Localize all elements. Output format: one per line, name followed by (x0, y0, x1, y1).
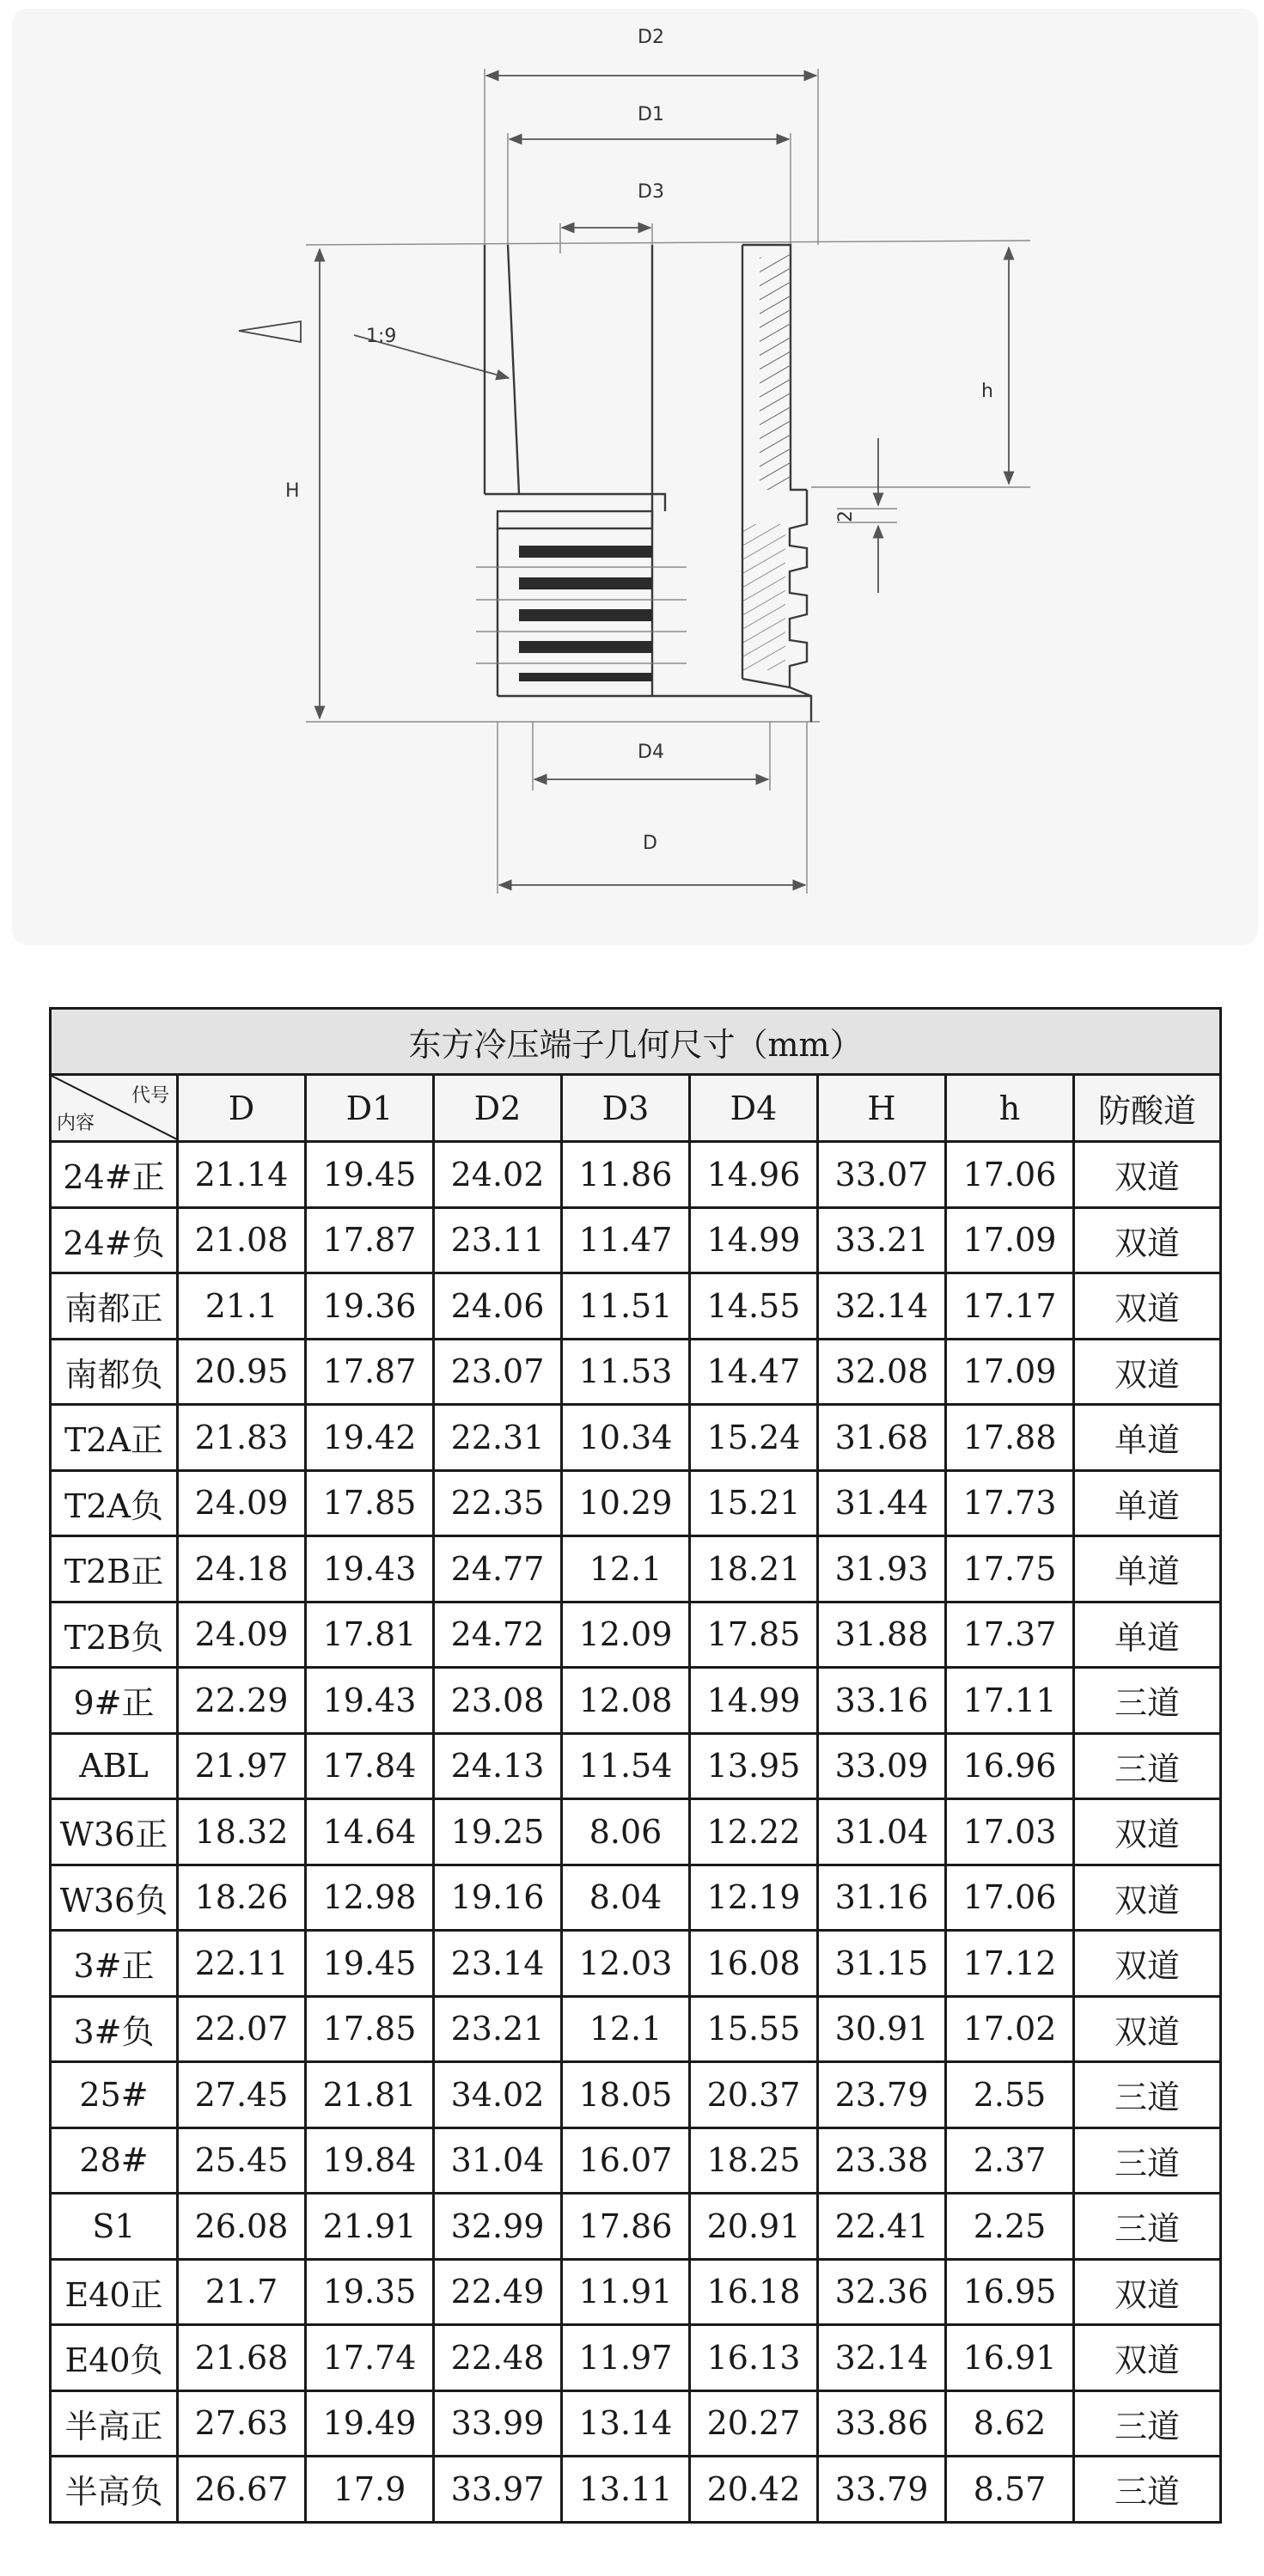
table-cell: 11.97 (562, 2325, 690, 2391)
table-cell: 17.81 (306, 1602, 434, 1668)
table-cell: 17.87 (306, 1339, 434, 1405)
table-cell: 11.51 (562, 1273, 690, 1340)
table-cell: 17.06 (946, 1865, 1074, 1931)
table-cell: 20.27 (690, 2390, 818, 2457)
table-cell: 22.49 (434, 2259, 562, 2325)
taper-symbol-icon (239, 321, 301, 342)
table-row (51, 1536, 1221, 1602)
table-cell: 20.42 (690, 2457, 818, 2523)
table-cell: 22.11 (178, 1931, 306, 1997)
table-cell: 22.35 (434, 1470, 562, 1536)
table-cell: 23.38 (818, 2127, 946, 2194)
table-cell: 12.09 (562, 1602, 690, 1668)
table-cell: 33.09 (818, 1733, 946, 1799)
table-title: 东方冷压端子几何尺寸（mm） (51, 1009, 1221, 1075)
table-cell: 27.45 (178, 2062, 306, 2128)
table-cell: 24.02 (434, 1142, 562, 1208)
table-cell: 2.37 (946, 2127, 1074, 2194)
table-cell: 10.29 (562, 1470, 690, 1536)
table-cell: 19.45 (306, 1142, 434, 1208)
table-cell: 17.85 (306, 1470, 434, 1536)
column-header: 防酸道 (1074, 1075, 1221, 1142)
table-row (51, 2457, 1221, 2523)
table-cell: 14.55 (690, 1273, 818, 1340)
table-cell: 17.85 (690, 1602, 818, 1668)
table-row (51, 1865, 1221, 1931)
table-cell: 8.57 (946, 2457, 1074, 2523)
table-cell: 17.11 (946, 1668, 1074, 1734)
table-cell: 双道 (1074, 1799, 1221, 1865)
table-row (51, 2390, 1221, 2457)
table-cell: 22.29 (178, 1668, 306, 1734)
table-cell: 18.21 (690, 1536, 818, 1602)
table-cell: 26.67 (178, 2457, 306, 2523)
table-cell: 14.47 (690, 1339, 818, 1405)
table-cell: 26.08 (178, 2194, 306, 2260)
table-cell: 21.68 (178, 2325, 306, 2391)
extension-lines (306, 69, 1030, 894)
table-cell: 17.09 (946, 1339, 1074, 1405)
table-row (51, 1405, 1221, 1471)
table-row (51, 1602, 1221, 1668)
table-cell: 20.37 (690, 2062, 818, 2128)
row-label: ABL (51, 1733, 178, 1799)
table-cell: 17.73 (946, 1470, 1074, 1536)
table-cell: 16.07 (562, 2127, 690, 2194)
table-cell: 31.88 (818, 1602, 946, 1668)
acid-proof-rings (519, 546, 652, 681)
column-header: D1 (306, 1075, 434, 1142)
terminal-cross-section-drawing (12, 9, 1258, 945)
label-h-big: H (285, 480, 300, 502)
table-cell: 24.72 (434, 1602, 562, 1668)
row-label: 28# (51, 2127, 178, 2194)
table-cell: 24.77 (434, 1536, 562, 1602)
table-row (51, 1142, 1221, 1208)
table-cell: 19.43 (306, 1536, 434, 1602)
table-cell: 19.45 (306, 1931, 434, 1997)
table-cell: 16.18 (690, 2259, 818, 2325)
table-cell: 三道 (1074, 1668, 1221, 1734)
label-step: 2 (835, 510, 857, 522)
table-cell: 33.16 (818, 1668, 946, 1734)
table-cell: 18.05 (562, 2062, 690, 2128)
table-body (51, 1142, 1221, 2523)
table-cell: 21.81 (306, 2062, 434, 2128)
table-cell: 16.08 (690, 1931, 818, 1997)
table-cell: 16.91 (946, 2325, 1074, 2391)
table-cell: 17.09 (946, 1207, 1074, 1273)
dimension-lines (320, 76, 1009, 885)
table-cell: 16.13 (690, 2325, 818, 2391)
table-cell: 21.7 (178, 2259, 306, 2325)
table-cell: 20.91 (690, 2194, 818, 2260)
header-row (51, 1075, 1221, 1142)
row-label: S1 (51, 2194, 178, 2260)
table-cell: 19.49 (306, 2390, 434, 2457)
table-cell: 12.08 (562, 1668, 690, 1734)
corner-header-cell (51, 1075, 178, 1142)
table-cell: 31.15 (818, 1931, 946, 1997)
table-row (51, 2127, 1221, 2194)
table-cell: 32.36 (818, 2259, 946, 2325)
table-cell: 22.07 (178, 1996, 306, 2062)
table-cell: 23.14 (434, 1931, 562, 1997)
table-cell: 17.75 (946, 1536, 1074, 1602)
table-cell: 31.16 (818, 1865, 946, 1931)
table-cell: 11.53 (562, 1339, 690, 1405)
table-cell: 23.79 (818, 2062, 946, 2128)
table-cell: 2.25 (946, 2194, 1074, 2260)
label-taper: 1:9 (366, 326, 397, 347)
table-cell: 23.11 (434, 1207, 562, 1273)
table-cell: 23.08 (434, 1668, 562, 1734)
row-label: W36正 (51, 1799, 178, 1865)
table-cell: 15.21 (690, 1470, 818, 1536)
table-cell: 31.44 (818, 1470, 946, 1536)
table-cell: 12.1 (562, 1996, 690, 2062)
table-cell: 19.84 (306, 2127, 434, 2194)
table-cell: 14.96 (690, 1142, 818, 1208)
table-row (51, 1931, 1221, 1997)
table-row (51, 1799, 1221, 1865)
row-label: 24#正 (51, 1142, 178, 1208)
table-cell: 14.99 (690, 1207, 818, 1273)
table-cell: 单道 (1074, 1602, 1221, 1668)
table-cell: 23.07 (434, 1339, 562, 1405)
table-cell: 10.34 (562, 1405, 690, 1471)
label-d4: D4 (638, 742, 664, 763)
column-header: D3 (562, 1075, 690, 1142)
table-row (51, 1733, 1221, 1799)
table-row (51, 2062, 1221, 2128)
table-cell: 34.02 (434, 2062, 562, 2128)
table-cell: 21.08 (178, 1207, 306, 1273)
row-label: T2A正 (51, 1405, 178, 1471)
table-cell: 11.91 (562, 2259, 690, 2325)
table-cell: 双道 (1074, 1273, 1221, 1340)
table-row (51, 2194, 1221, 2260)
table-cell: 双道 (1074, 1142, 1221, 1208)
label-d: D (643, 833, 657, 854)
row-label: T2B正 (51, 1536, 178, 1602)
table-cell: 18.32 (178, 1799, 306, 1865)
table-cell: 32.08 (818, 1339, 946, 1405)
row-label: 9#正 (51, 1668, 178, 1734)
label-d3: D3 (638, 181, 664, 203)
table-cell: 单道 (1074, 1536, 1221, 1602)
table-cell: 21.1 (178, 1273, 306, 1340)
row-label: 3#负 (51, 1996, 178, 2062)
table-cell: 11.47 (562, 1207, 690, 1273)
table-cell: 33.07 (818, 1142, 946, 1208)
table-cell: 13.11 (562, 2457, 690, 2523)
label-h-small: h (981, 381, 993, 402)
label-d1: D1 (638, 104, 664, 125)
table-cell: 31.04 (434, 2127, 562, 2194)
table-cell: 11.54 (562, 1733, 690, 1799)
table-cell: 19.42 (306, 1405, 434, 1471)
column-header: h (946, 1075, 1074, 1142)
table-cell: 17.87 (306, 1207, 434, 1273)
table-cell: 单道 (1074, 1470, 1221, 1536)
table-cell: 16.96 (946, 1733, 1074, 1799)
table-cell: 32.14 (818, 1273, 946, 1340)
table-cell: 21.91 (306, 2194, 434, 2260)
wall-hatching (760, 249, 791, 490)
table-cell: 17.86 (562, 2194, 690, 2260)
table-cell: 17.03 (946, 1799, 1074, 1865)
column-header: D2 (434, 1075, 562, 1142)
table-cell: 14.64 (306, 1799, 434, 1865)
table-cell: 32.14 (818, 2325, 946, 2391)
table-cell: 24.18 (178, 1536, 306, 1602)
table-cell: 17.84 (306, 1733, 434, 1799)
table-row (51, 2259, 1221, 2325)
table-cell: 三道 (1074, 2127, 1221, 2194)
row-label: 3#正 (51, 1931, 178, 1997)
table-row (51, 1996, 1221, 2062)
table-cell: 17.37 (946, 1602, 1074, 1668)
table-cell: 24.09 (178, 1602, 306, 1668)
table-cell: 8.06 (562, 1799, 690, 1865)
table-cell: 22.48 (434, 2325, 562, 2391)
table-cell: 三道 (1074, 2457, 1221, 2523)
table-cell: 12.22 (690, 1799, 818, 1865)
table-cell: 24.13 (434, 1733, 562, 1799)
table-cell: 19.25 (434, 1799, 562, 1865)
table-cell: 23.21 (434, 1996, 562, 2062)
table-cell: 11.86 (562, 1142, 690, 1208)
table-cell: 21.83 (178, 1405, 306, 1471)
table-cell: 17.85 (306, 1996, 434, 2062)
table-cell: 8.04 (562, 1865, 690, 1931)
row-label: 24#负 (51, 1207, 178, 1273)
table-row (51, 1470, 1221, 1536)
column-header: H (818, 1075, 946, 1142)
table-cell: 12.98 (306, 1865, 434, 1931)
table-cell: 19.36 (306, 1273, 434, 1340)
table-cell: 19.35 (306, 2259, 434, 2325)
table-cell: 17.06 (946, 1142, 1074, 1208)
table-cell: 33.97 (434, 2457, 562, 2523)
table-cell: 31.04 (818, 1799, 946, 1865)
row-label: T2A负 (51, 1470, 178, 1536)
row-label: 半高正 (51, 2390, 178, 2457)
row-label: 25# (51, 2062, 178, 2128)
lower-hatching (742, 524, 785, 670)
column-header: D4 (690, 1075, 818, 1142)
table-cell: 双道 (1074, 1865, 1221, 1931)
table-cell: 15.24 (690, 1405, 818, 1471)
table-cell: 单道 (1074, 1405, 1221, 1471)
corner-code-label: 代号 (131, 1085, 169, 1107)
table-cell: 双道 (1074, 1931, 1221, 1997)
table-cell: 12.1 (562, 1536, 690, 1602)
table-cell: 18.26 (178, 1865, 306, 1931)
table-cell: 17.02 (946, 1996, 1074, 2062)
dimension-table-container (49, 1007, 1219, 2524)
table-cell: 8.62 (946, 2390, 1074, 2457)
row-label: 半高负 (51, 2457, 178, 2523)
table-cell: 19.43 (306, 1668, 434, 1734)
table-cell: 15.55 (690, 1996, 818, 2062)
table-cell: 27.63 (178, 2390, 306, 2457)
table-cell: 32.99 (434, 2194, 562, 2260)
table-cell: 三道 (1074, 2062, 1221, 2128)
table-cell: 双道 (1074, 1339, 1221, 1405)
table-cell: 12.03 (562, 1931, 690, 1997)
table-cell: 三道 (1074, 1733, 1221, 1799)
table-cell: 30.91 (818, 1996, 946, 2062)
table-cell: 24.06 (434, 1273, 562, 1340)
table-cell: 33.99 (434, 2390, 562, 2457)
table-row (51, 2325, 1221, 2391)
table-cell: 18.25 (690, 2127, 818, 2194)
table-cell: 17.74 (306, 2325, 434, 2391)
table-cell: 21.97 (178, 1733, 306, 1799)
table-row (51, 1668, 1221, 1734)
table-cell: 12.19 (690, 1865, 818, 1931)
row-label: T2B负 (51, 1602, 178, 1668)
row-label: E40正 (51, 2259, 178, 2325)
table-cell: 17.17 (946, 1273, 1074, 1340)
label-d2: D2 (638, 27, 664, 48)
table-cell: 33.86 (818, 2390, 946, 2457)
table-cell: 31.93 (818, 1536, 946, 1602)
table-cell: 14.99 (690, 1668, 818, 1734)
table-cell: 22.41 (818, 2194, 946, 2260)
table-cell: 25.45 (178, 2127, 306, 2194)
corner-content-label: 内容 (57, 1113, 95, 1134)
row-label: E40负 (51, 2325, 178, 2391)
table-cell: 双道 (1074, 1207, 1221, 1273)
row-label: 南都负 (51, 1339, 178, 1405)
table-cell: 33.79 (818, 2457, 946, 2523)
column-header: D (178, 1075, 306, 1142)
table-row (51, 1339, 1221, 1405)
table-cell: 2.55 (946, 2062, 1074, 2128)
table-cell: 20.95 (178, 1339, 306, 1405)
table-cell: 双道 (1074, 2325, 1221, 2391)
row-label: 南都正 (51, 1273, 178, 1340)
table-cell: 13.95 (690, 1733, 818, 1799)
table-row (51, 1207, 1221, 1273)
table-cell: 16.95 (946, 2259, 1074, 2325)
table-cell: 三道 (1074, 2390, 1221, 2457)
table-cell: 双道 (1074, 1996, 1221, 2062)
row-label: W36负 (51, 1865, 178, 1931)
table-cell: 17.88 (946, 1405, 1074, 1471)
table-cell: 13.14 (562, 2390, 690, 2457)
table-cell: 22.31 (434, 1405, 562, 1471)
table-cell: 33.21 (818, 1207, 946, 1273)
table-cell: 17.12 (946, 1931, 1074, 1997)
table-cell: 三道 (1074, 2194, 1221, 2260)
dimension-table (49, 1007, 1222, 2524)
table-row (51, 1273, 1221, 1340)
table-cell: 17.9 (306, 2457, 434, 2523)
table-cell: 19.16 (434, 1865, 562, 1931)
table-cell: 21.14 (178, 1142, 306, 1208)
table-cell: 双道 (1074, 2259, 1221, 2325)
table-cell: 31.68 (818, 1405, 946, 1471)
table-cell: 24.09 (178, 1470, 306, 1536)
technical-drawing (12, 9, 1258, 945)
